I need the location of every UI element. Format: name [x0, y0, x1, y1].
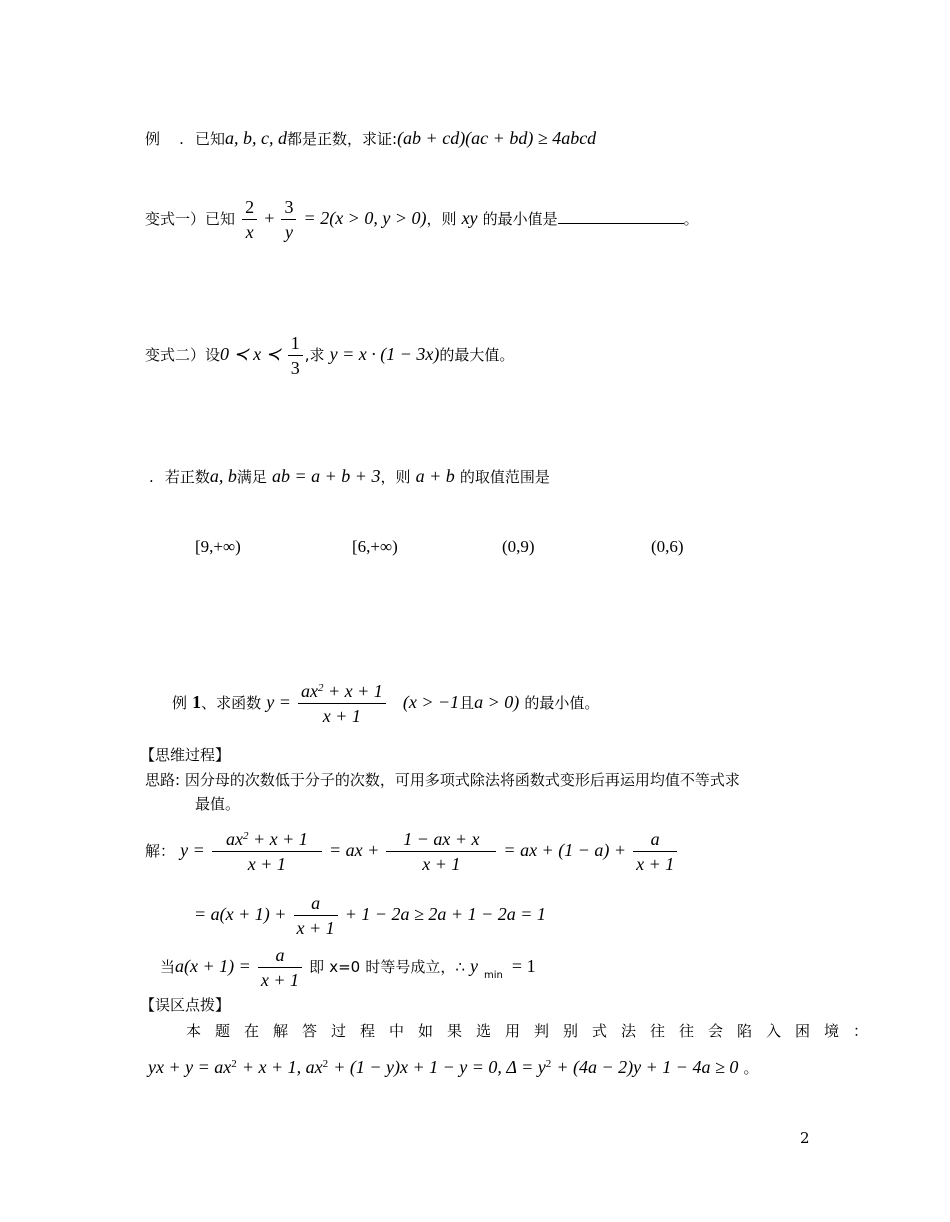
equality-text-1: 即	[309, 958, 325, 976]
thinking-line-1: 思路: 因分母的次数低于分子的次数，可用多项式除法将函数式变形后再运用均值不等式求	[145, 771, 740, 789]
example-one-number: 1	[192, 692, 202, 712]
example-one-tail: 的最小值。	[524, 694, 600, 712]
thinking-header: 【思维过程】	[140, 746, 231, 764]
pitfall-header: 【误区点拨】	[140, 996, 231, 1014]
example-one-label: 例	[172, 694, 188, 712]
solution-fraction-1: $\frac{ax^2 + x + 1}{x + 1}$	[212, 830, 322, 873]
choice-c[interactable]: (0,9)	[502, 537, 535, 556]
question-vars: a, b	[209, 466, 237, 486]
solution-line-2	[194, 894, 546, 937]
example-expression: (ab + cd)(ac + bd) ≥ 4abcd	[397, 128, 597, 148]
solution-eq-2: = ax + (1 − a) +	[503, 840, 626, 860]
variant-two-range: 0 ≺ x ≺	[220, 344, 281, 364]
choice-a[interactable]: [9,+∞)	[195, 537, 241, 556]
question-statement	[149, 467, 550, 485]
example-prefix: 已知	[194, 130, 225, 148]
example-statement	[145, 129, 596, 147]
solution-fraction-2: $\frac{1 - ax + x}{x + 1}$	[386, 830, 496, 873]
variant-one-end: 。	[683, 210, 699, 228]
solution-fraction-5: $\frac{a}{x + 1}$	[258, 946, 302, 989]
question-text-3: ，则	[380, 468, 411, 486]
fraction-3-over-y: $\frac{3}{y}$	[281, 198, 296, 241]
solution-line-2-start: = a(x + 1) +	[194, 904, 287, 924]
pitfall-equation: yx + $y = ax^2 + x + 1$, $ax^2 + (1 - y)x + 1 - y = 0$, $\Delta = y^2 + (4a - 2)y + 1 - 4a \ge 0$ 。	[148, 1057, 759, 1077]
example-vars: a, b, c, d	[225, 128, 287, 148]
example-dot: .	[179, 130, 184, 148]
equality-text-2: 时等号成立，∴	[365, 958, 465, 976]
example-one-condition-2: a > 0)	[474, 692, 520, 712]
xy-term: xy	[461, 208, 478, 228]
variant-one-equation: = 2(x > 0, y > 0)	[303, 208, 427, 228]
solution-line-3	[160, 946, 536, 989]
solution-line-1	[145, 830, 679, 873]
variant-two-mid: ,求	[304, 346, 325, 364]
solution-y: y =	[180, 840, 205, 860]
variant-one-tail: ，则	[426, 210, 457, 228]
variant-two-expression: y = x · (1 − 3x)	[329, 344, 440, 364]
equality-expression: a(x + 1) =	[175, 956, 251, 976]
question-dot: .	[149, 468, 154, 486]
page-number: 2	[800, 1129, 810, 1147]
variant-one-label: 变式一）已知	[145, 210, 236, 228]
example-condition: 都是正数，求证:	[287, 130, 398, 148]
min-value: = 1	[511, 956, 536, 976]
choice-b[interactable]: [6,+∞)	[352, 537, 398, 556]
solution-label: 解：	[145, 842, 176, 860]
variant-one-question: 的最小值是	[482, 210, 558, 228]
choice-d[interactable]: (0,6)	[651, 537, 684, 556]
answer-blank[interactable]	[558, 209, 684, 224]
min-subscript: min	[483, 970, 503, 981]
fraction-2-over-x: $\frac{2}{x}$	[242, 198, 257, 241]
example-one-fraction: $\frac{ax^2 + x + 1}{x + 1}$	[298, 682, 386, 725]
example-one-condition-1: (x > −1	[402, 692, 460, 712]
equality-x0: x=0	[329, 958, 361, 976]
variant-two-tail: 的最大值。	[439, 346, 515, 364]
example-one	[172, 682, 599, 725]
solution-eq-1: = ax +	[328, 840, 380, 860]
plus-sign: +	[264, 208, 275, 228]
variant-one	[145, 198, 699, 241]
question-sum: a + b	[415, 466, 455, 486]
question-text-2: 满足	[236, 468, 267, 486]
question-equation: ab = a + b + 3	[272, 466, 381, 486]
solution-line-2-end: + 1 − 2a ≥ 2a + 1 − 2a = 1	[344, 904, 546, 924]
example-one-y: y =	[266, 692, 291, 712]
y-min: y	[469, 956, 478, 976]
solution-fraction-3: $\frac{a}{x + 1}$	[633, 830, 677, 873]
thinking-line-2: 最值。	[195, 795, 241, 813]
example-one-condition-mid: 且	[459, 694, 475, 712]
pitfall-line-1: 本题在解答过程中如果选用判别式法往往会陷入困境：	[186, 1022, 883, 1040]
fraction-1-over-3: $\frac{1}{3}$	[288, 334, 303, 377]
question-text-1: 若正数	[164, 468, 210, 486]
example-label: 例	[145, 130, 161, 148]
variant-two	[145, 334, 514, 377]
example-one-text: 、求函数	[201, 694, 262, 712]
question-text-4: 的取值范围是	[459, 468, 550, 486]
equality-when: 当	[160, 958, 176, 976]
variant-two-label: 变式二）设	[145, 346, 221, 364]
solution-fraction-4: $\frac{a}{x + 1}$	[294, 894, 338, 937]
